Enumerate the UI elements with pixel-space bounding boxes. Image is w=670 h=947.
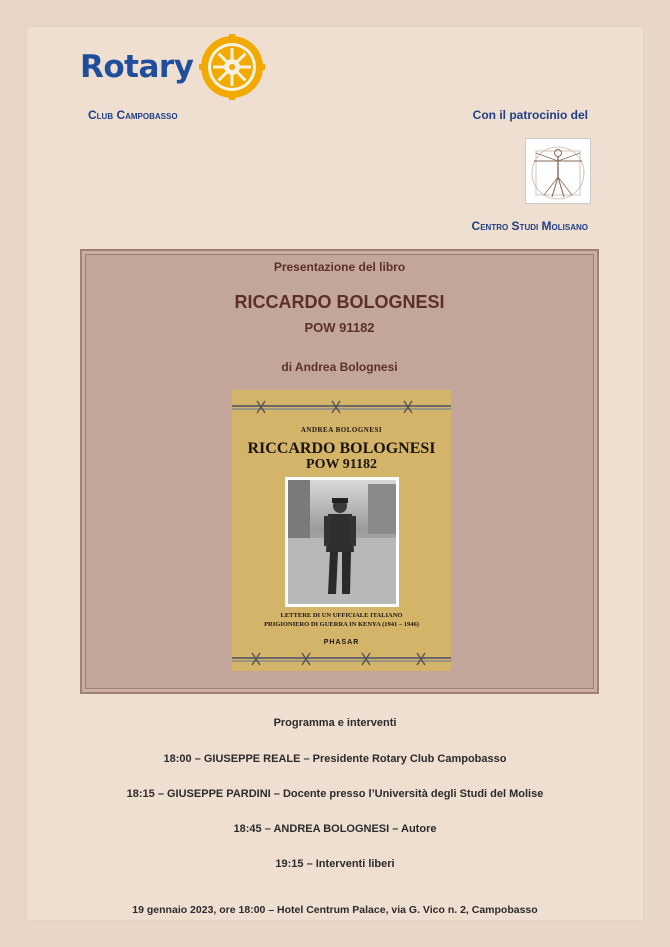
cover-caption-line1: LETTERE DI UN UFFICIALE ITALIANO [280, 612, 403, 619]
barbed-wire-top-icon [232, 400, 451, 414]
soldier-photo [285, 477, 399, 607]
club-name: Club Campobasso [88, 108, 178, 122]
book-title: RICCARDO BOLOGNESI [234, 292, 445, 312]
book-author: di Andrea Bolognesi [281, 360, 398, 374]
program-item: 18:00 – GIUSEPPE REALE – Presidente Rotary Club Campobasso [163, 753, 507, 765]
vitruvian-man-icon [525, 138, 591, 204]
program-item: 18:15 – GIUSEPPE PARDINI – Docente presso l’Università degli Studi del Molise [126, 788, 544, 800]
rotary-wheel-icon [199, 34, 265, 100]
publisher-logo: PHASAR [323, 639, 360, 646]
rotary-wordmark: Rotary [80, 49, 194, 85]
event-footer: 19 gennaio 2023, ore 18:00 – Hotel Centrum Palace, via G. Vico n. 2, Campobasso [132, 904, 538, 916]
soldier-figure-icon [288, 480, 396, 604]
book-subtitle: POW 91182 [304, 320, 375, 335]
program-item: 18:45 – ANDREA BOLOGNESI – Autore [233, 823, 437, 835]
cover-title: RICCARDO BOLOGNESI [247, 440, 436, 457]
rotary-logo [80, 34, 265, 100]
program-heading: Programma e interventi [273, 717, 397, 729]
patronage-label: Con il patrocinio del [472, 108, 588, 122]
cover-subtitle: POW 91182 [306, 457, 377, 472]
barbed-wire-bottom-icon [232, 652, 451, 666]
book-cover-image [232, 390, 451, 671]
cover-author: ANDREA BOLOGNESI [300, 426, 383, 434]
centro-studi-label: Centro Studi Molisano [471, 219, 588, 233]
cover-caption-line2: PRIGIONIERO DI GUERRA IN KENYA (1941 – 1946) [264, 621, 419, 628]
book-presentation-panel [80, 249, 599, 694]
presentation-label: Presentazione del libro [273, 260, 406, 274]
program-item: 19:15 – Interventi liberi [275, 858, 395, 870]
